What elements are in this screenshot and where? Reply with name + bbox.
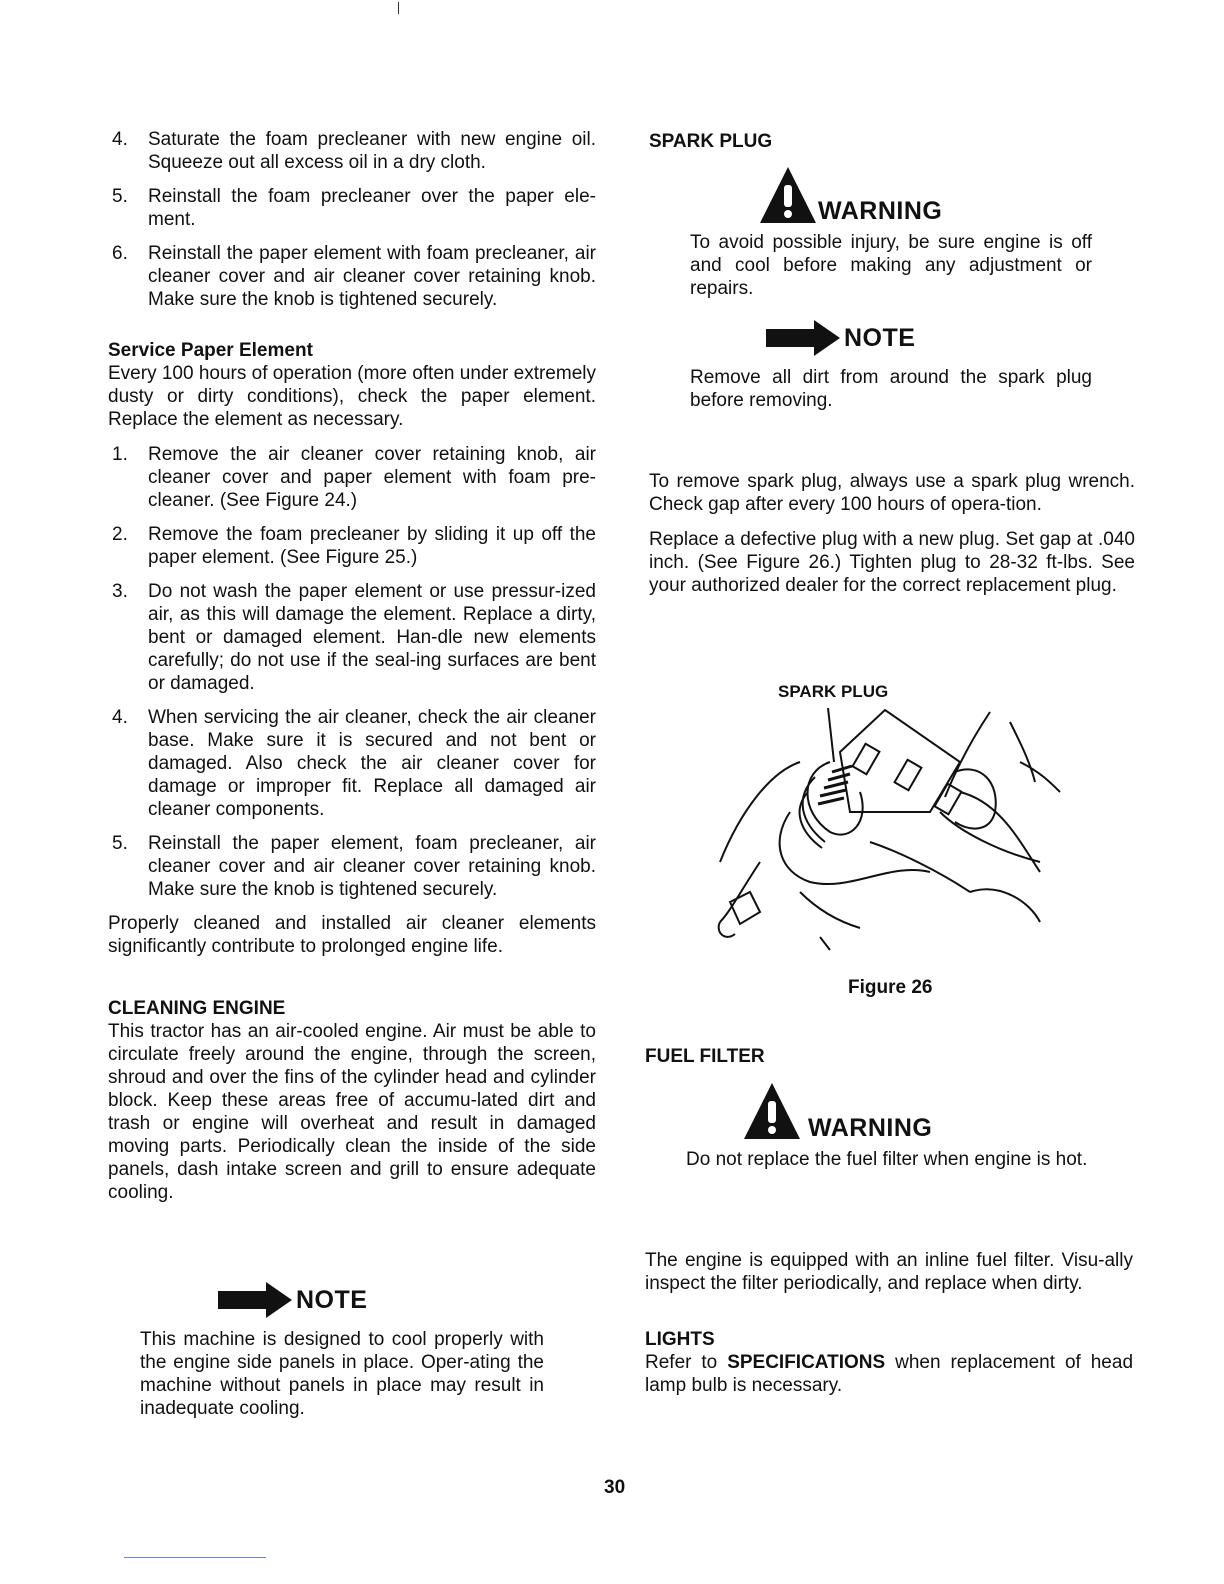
note-text: This machine is designed to cool properly with the engine side panels in place. Oper-ating the machine without panels in place may result in inadequate cooling. (140, 1329, 544, 1419)
lights-text: Refer to SPECIFICATIONS when replacement of head lamp bulb is necessary. (645, 1352, 1134, 1396)
service-closing: Properly cleaned and installed air cleaner elements significantly contribute to prolonged engine life. (108, 913, 596, 957)
spark-para-2: Replace a defective plug with a new plug. Set gap at .040 inch. (See Figure 26.) Tighten plug to 28-32 ft-lbs. See your authorized dealer for the correct replacement plug. (649, 529, 1135, 596)
list-item: 3. Do not wash the paper element or use pressur-ized air, as this will damage the element. Replace a dirty, bent or damaged element. Han-dle new elements carefully; do not use if the seal-ing surfaces are bent or damaged. (112, 581, 596, 694)
list-item: 4. Saturate the foam precleaner with new engine oil. Squeeze out all excess oil in a dry cloth. (112, 129, 596, 173)
right-column (649, 130, 1135, 153)
fuel-warning-text: Do not replace the fuel filter when engine is hot. (686, 1149, 1088, 1170)
list-a (108, 128, 596, 311)
cleaning-heading: CLEANING ENGINE (108, 998, 286, 1019)
list-item: 5. Reinstall the paper element, foam precleaner, air cleaner cover and air cleaner cover retaining knob. Make sure the knob is tightened securely. (112, 833, 596, 900)
list-item: 6. Reinstall the paper element with foam precleaner, air cleaner cover and air cleaner cover retaining knob. Make sure the knob is tightened securely. (112, 243, 596, 310)
left-note (140, 1282, 544, 1420)
spark-note-text: Remove all dirt from around the spark plug before removing. (690, 367, 1092, 411)
list-item: 4. When servicing the air cleaner, check the air cleaner base. Make sure it is secured and not bent or damaged. Also check the air cleaner cover for damage or improper fit. Replace all damaged air cleaner components. (112, 707, 596, 820)
list-item: 5. Reinstall the foam precleaner over the paper ele-ment. (112, 186, 596, 230)
service-intro: Every 100 hours of operation (more often under extremely dusty or dirty conditions), check the paper element. Replace the element as necessary. (108, 363, 596, 430)
spark-para-1: To remove spark plug, always use a spark plug wrench. Check gap after every 100 hours of opera-tion. (649, 471, 1135, 515)
page-number: 30 (604, 1477, 626, 1498)
note-label: NOTE (296, 1285, 368, 1314)
warning-icon (742, 1080, 802, 1142)
fuel-section (645, 1249, 1133, 1397)
left-column (108, 128, 596, 1204)
fuel-text: The engine is equipped with an inline fuel filter. Visu-ally inspect the filter periodically, and replace when dirty. (645, 1250, 1133, 1294)
scan-mark-top (398, 2, 399, 14)
specifications-ref: SPECIFICATIONS (727, 1352, 886, 1373)
lights-heading: LIGHTS (645, 1329, 715, 1350)
figure-label: SPARK PLUG (778, 682, 889, 701)
scan-line-bottom (124, 1557, 266, 1558)
cleaning-text: This tractor has an air-cooled engine. Air must be able to circulate freely around the engine, through the screen, shroud and over the fins of the cylinder head and cylinder block. Keep these areas free of accumu-lated dirt and trash or engine will overheat and result in damaged moving parts. Periodically clean the inside of the side panels, dash intake screen and grill to ensure adequate cooling. (108, 1021, 596, 1203)
arrow-right-icon (218, 1282, 292, 1318)
list-item: 1. Remove the air cleaner cover retaining knob, air cleaner cover and paper element with foam pre-cleaner. (See Figure 24.) (112, 444, 596, 511)
note-label: NOTE (844, 323, 916, 352)
warning-icon (758, 165, 818, 225)
spark-warning (690, 165, 1092, 300)
list-b (108, 443, 596, 901)
spark-instructions (649, 470, 1135, 597)
warning-label: WARNING (808, 1114, 933, 1142)
spark-heading: SPARK PLUG (649, 131, 773, 152)
fuel-heading: FUEL FILTER (645, 1046, 765, 1067)
spark-plug-illustration (700, 702, 1100, 972)
arrow-right-icon (766, 320, 840, 356)
fuel-warning (686, 1080, 1090, 1171)
spark-note (690, 320, 1092, 412)
figure-26 (700, 680, 1100, 1000)
list-item: 2. Remove the foam precleaner by sliding it up off the paper element. (See Figure 25.) (112, 524, 596, 568)
fuel-heading-wrap (645, 1045, 1135, 1068)
spark-warning-text: To avoid possible injury, be sure engine is off and cool before making any adjustment or repairs. (690, 232, 1092, 299)
figure-caption: Figure 26 (848, 977, 933, 998)
warning-label: WARNING (818, 197, 943, 225)
service-heading: Service Paper Element (108, 340, 313, 361)
